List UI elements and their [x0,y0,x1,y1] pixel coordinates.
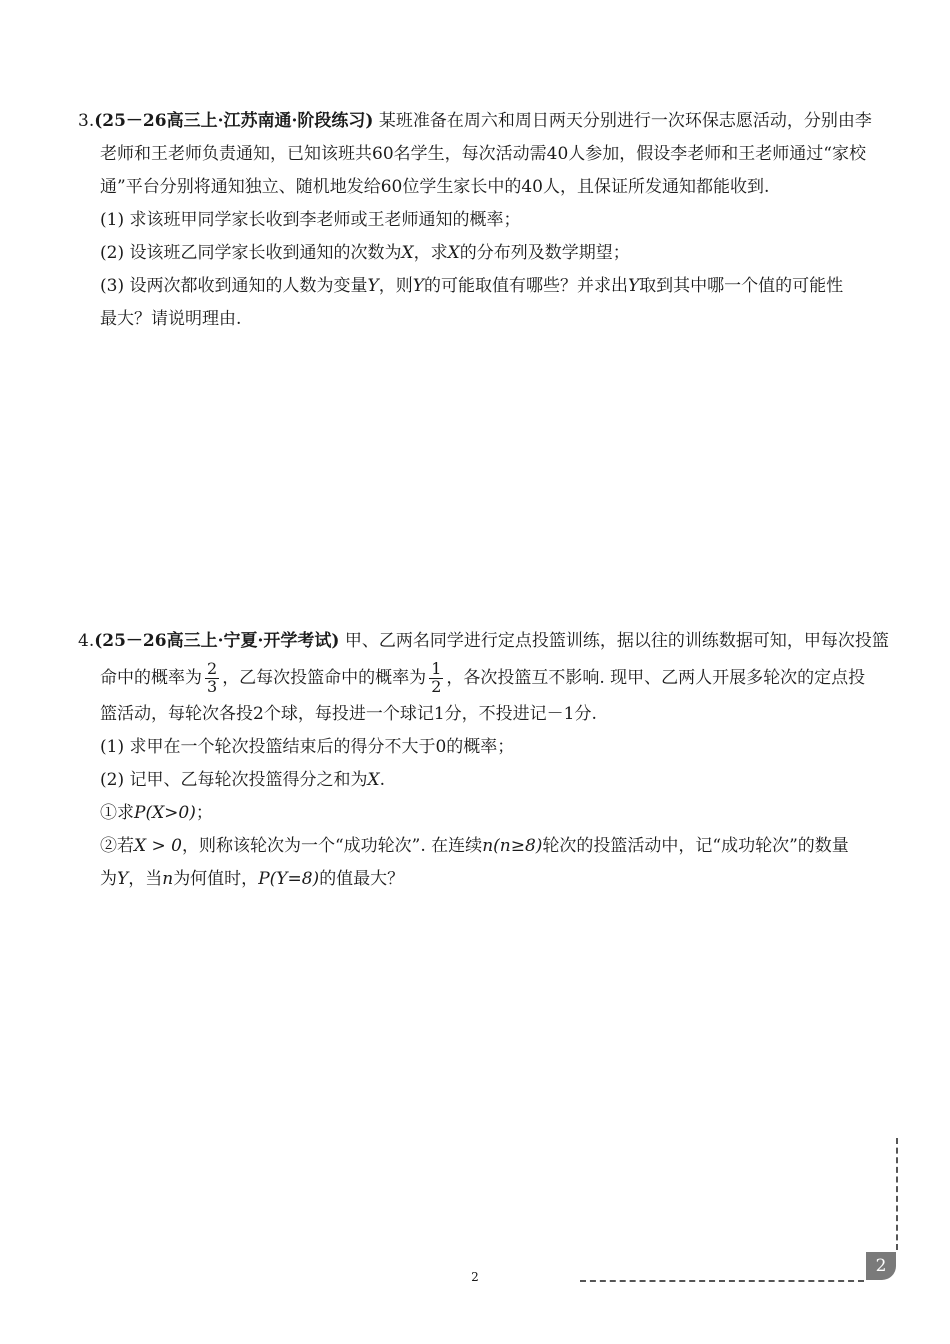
variable-n: n [162,869,174,889]
page-number: 2 [471,1270,479,1284]
math-expression: X > 0 [134,836,182,856]
problem-3-text-1: 某班准备在周六和周日两天分别进行一次环保志愿活动，分别由李 [378,111,872,131]
problem-4-sub2-text-f: 为何值时， [173,869,259,889]
problem-4-sub2-text-e: ，当 [128,869,163,889]
problem-4-sub1-text-b: ； [195,803,213,823]
problem-4-sub2-text-b: ，则称该轮次为一个“成功轮次”. 在连续 [181,836,483,856]
variable-y: Y [367,276,379,296]
problem-3-q3-text-e: 最大？请说明理由. [100,309,242,329]
problem-3-question-3 [78,270,888,303]
fraction-denominator: 3 [207,677,218,696]
corner-dashed-line-vertical [896,1138,898,1250]
problem-3-q3-text-b: ，则 [378,276,413,296]
problem-3-line-1 [78,105,888,138]
fraction-one-half [429,661,443,696]
problem-4-text-2c: ，各次投篮互不影响. 现甲、乙两人开展多轮次的定点投 [446,668,866,688]
variable-y: Y [412,276,424,296]
problem-4-line-2 [78,658,888,698]
corner-dashed-line-horizontal [580,1280,864,1282]
problem-4-subquestion-1 [78,797,888,830]
problem-4-text-2a: 命中的概率为 [100,668,202,688]
problem-4-sub2-text-d: 为 [100,869,117,889]
variable-y: Y [117,869,129,889]
problem-4-text-2b: ，乙每次投篮命中的概率为 [222,668,427,688]
problem-4-q1-text: (1) 求甲在一个轮次投篮结束后的得分不大于0的概率； [100,737,515,757]
problem-4-sub2-text-g: 的值最大？ [319,869,405,889]
fraction-two-thirds [205,661,219,696]
problem-3-q3-text-d: 取到其中哪一个值的可能性 [639,276,844,296]
problem-3 [78,105,888,336]
problem-4-line-3 [78,698,888,731]
problem-3-line-3 [78,171,888,204]
variable-x: X [447,243,460,263]
problem-4-sub2-text-c: 轮次的投篮活动中，记“成功轮次”的数量 [542,836,849,856]
problem-4-sub2-text-a: ②若 [100,836,134,856]
problem-3-question-3-cont [78,303,888,336]
problem-3-text-3: 通”平台分别将通知独立、随机地发给60位学生家长中的40人，且保证所发通知都能收到. [100,177,770,197]
problem-4-number: 4. [78,631,95,651]
problem-4-question-1 [78,731,888,764]
problem-4-text-1: 甲、乙两名同学进行定点投篮训练，据以往的训练数据可知，甲每次投篮 [344,631,889,651]
problem-3-number: 3. [78,111,95,131]
math-expression: n(n≥8) [482,836,543,856]
fraction-numerator: 1 [431,659,442,679]
math-expression: P(Y=8) [258,869,320,889]
math-expression: P(X>0) [134,803,196,823]
problem-4-line-1 [78,625,888,658]
problem-3-source: (25－26高三上·江苏南通·阶段练习) [94,111,374,131]
fraction-denominator: 2 [431,677,442,696]
problem-4-sub1-text-a: ①求 [100,803,134,823]
problem-4 [78,625,888,896]
problem-4-question-2 [78,764,888,797]
problem-3-q2-text-a: (2) 设该班乙同学家长收到通知的次数为 [100,243,402,263]
problem-4-q2-text-b: . [379,770,385,790]
page-corner-tab: 2 [866,1252,896,1280]
problem-3-q2-text-b: ，求 [413,243,448,263]
variable-y: Y [627,276,640,296]
problem-4-q2-text-a: (2) 记甲、乙每轮次投篮得分之和为 [100,770,368,790]
problem-3-question-1 [78,204,888,237]
fraction-numerator: 2 [207,659,218,679]
problem-4-source: (25－26高三上·宁夏·开学考试) [94,631,340,651]
problem-3-q1-text: (1) 求该班甲同学家长收到李老师或王老师通知的概率； [100,210,521,230]
problem-3-question-2 [78,237,888,270]
problem-3-q3-text-a: (3) 设两次都收到通知的人数为变量 [100,276,368,296]
problem-4-subquestion-2 [78,830,888,863]
problem-4-text-3: 篮活动，每轮次各投2个球，每投进一个球记1分，不投进记－1分. [100,704,597,724]
problem-3-q3-text-c: 的可能取值有哪些？并求出 [423,276,628,296]
problem-4-subquestion-2-cont [78,863,888,896]
variable-x: X [367,770,380,790]
problem-3-line-2 [78,138,888,171]
variable-x: X [401,243,414,263]
problem-3-q2-text-c: 的分布列及数学期望； [459,243,630,263]
problem-3-text-2: 老师和王老师负责通知，已知该班共60名学生，每次活动需40人参加，假设李老师和王老师通过“家校 [100,144,866,164]
